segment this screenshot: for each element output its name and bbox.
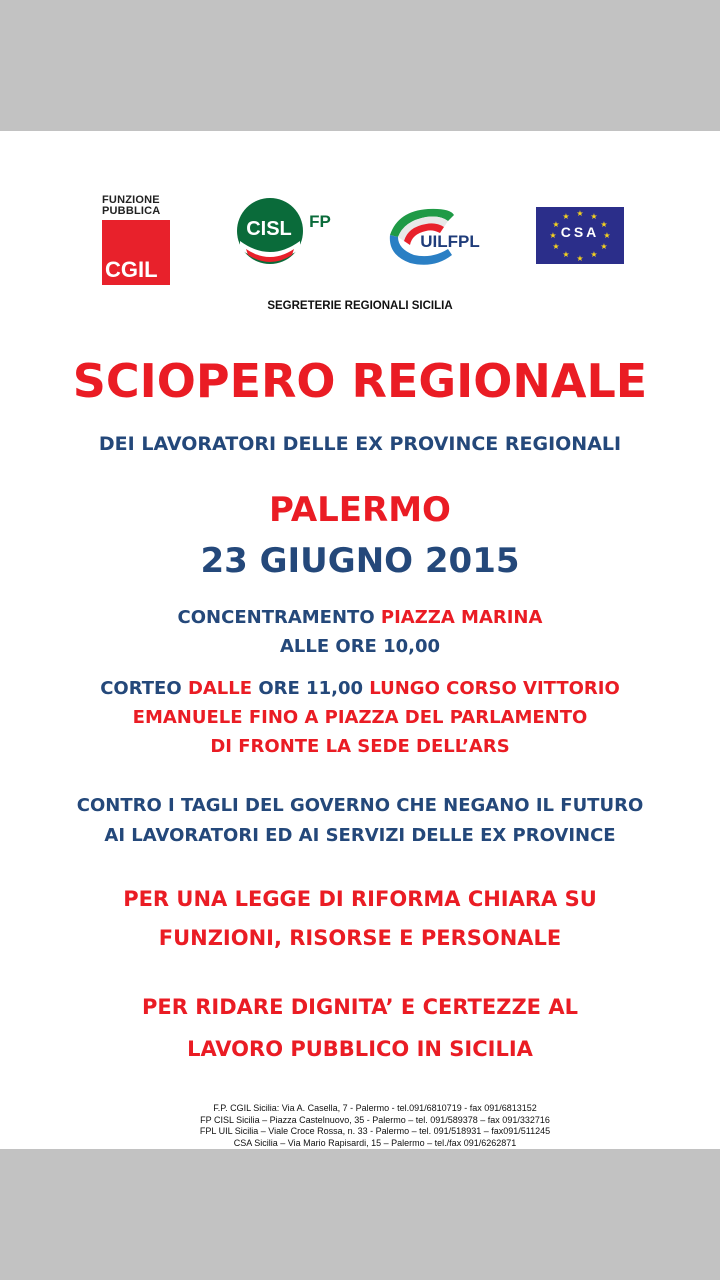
contro-line2: AI LAVORATORI ED AI SERVIZI DELLE EX PROVINCE [104,825,616,846]
corteo-label: CORTEO [100,678,182,699]
flyer-sheet [0,131,720,1149]
footer-line: CSA Sicilia – Via Mario Rapisardi, 15 – Palermo – tel./fax 091/6262871 [233,1137,517,1148]
footer-line: F.P. CGIL Sicilia: Via A. Casella, 7 - Palermo - tel.091/6810719 - fax 091/6813152 [213,1103,537,1113]
svg-text:★: ★ [549,231,557,240]
contro-line1: CONTRO I TAGLI DEL GOVERNO CHE NEGANO IL FUTURO [76,795,644,816]
svg-text:★: ★ [562,212,570,221]
svg-text:★: ★ [603,231,611,240]
dignita-line1: PER RIDARE DIGNITA’ E CERTEZZE AL [142,995,578,1019]
svg-text:★: ★ [562,250,570,259]
svg-text:★: ★ [576,254,584,263]
uilfpl-logo [388,205,488,267]
legge-line2: FUNZIONI, RISORSE E PERSONALE [158,926,562,950]
uilfpl-logo-graphic [388,205,488,267]
cgil-logo-box [102,220,170,285]
event-date: 23 GIUGNO 2015 [200,541,520,581]
svg-text:★: ★ [590,212,598,221]
concentramento-place: PIAZZA MARINA [380,607,543,628]
footer-line: FP CISL Sicilia – Piazza Castelnuovo, 35 - Palermo – tel. 091/589378 – fax 091/332716 [200,1114,550,1125]
csa-logo-brand: CSA [560,224,600,240]
concentramento-line [0,603,720,632]
cisl-logo-suffix: FP [309,212,331,231]
concentramento-label: CONCENTRAMENTO [177,607,375,628]
svg-text:★: ★ [590,250,598,259]
corteo-route2: EMANUELE FINO A PIAZZA DEL PARLAMENTO [132,707,588,728]
main-title: SCIOPERO REGIONALE [72,354,648,408]
dignita-line2: LAVORO PUBBLICO IN SICILIA [187,1037,533,1061]
corteo-dalle: DALLE [187,678,253,699]
cgil-logo-line1: FUNZIONE [102,194,160,206]
concentramento-time: ALLE ORE 10,00 [279,636,441,657]
svg-text:★: ★ [576,209,584,218]
svg-text:★: ★ [552,242,560,251]
corteo-time: ORE 11,00 [258,678,363,699]
svg-text:★: ★ [600,220,608,229]
footer-line: FPL UIL Sicilia – Viale Croce Rossa, n. 33 - Palermo – tel. 091/518931 – fax091/511245 [199,1126,551,1136]
segreterie-label: SEGRETERIE REGIONALI SICILIA [267,300,453,312]
subtitle: DEI LAVORATORI DELLE EX PROVINCE REGIONALI [98,433,622,455]
svg-text:★: ★ [600,242,608,251]
corteo-route3: DI FRONTE LA SEDE DELL’ARS [210,736,510,757]
corteo-route1: LUNGO CORSO VITTORIO [369,678,620,699]
city: PALERMO [269,490,451,530]
corteo-line1 [0,674,720,703]
cgil-logo-line2: PUBBLICA [102,205,161,217]
csa-logo [536,207,624,264]
cgil-logo-brand: CGIL [105,257,158,282]
cisl-fp-logo [236,197,336,269]
legge-line1: PER UNA LEGGE DI RIFORMA CHIARA SU [123,887,597,911]
cisl-logo-brand: CISL [246,218,292,240]
cisl-logo-graphic [236,197,336,269]
fp-cgil-logo [102,195,170,285]
footer-contacts [0,1103,720,1149]
svg-text:★: ★ [552,220,560,229]
uilfpl-logo-brand: UILFPL [420,232,480,251]
